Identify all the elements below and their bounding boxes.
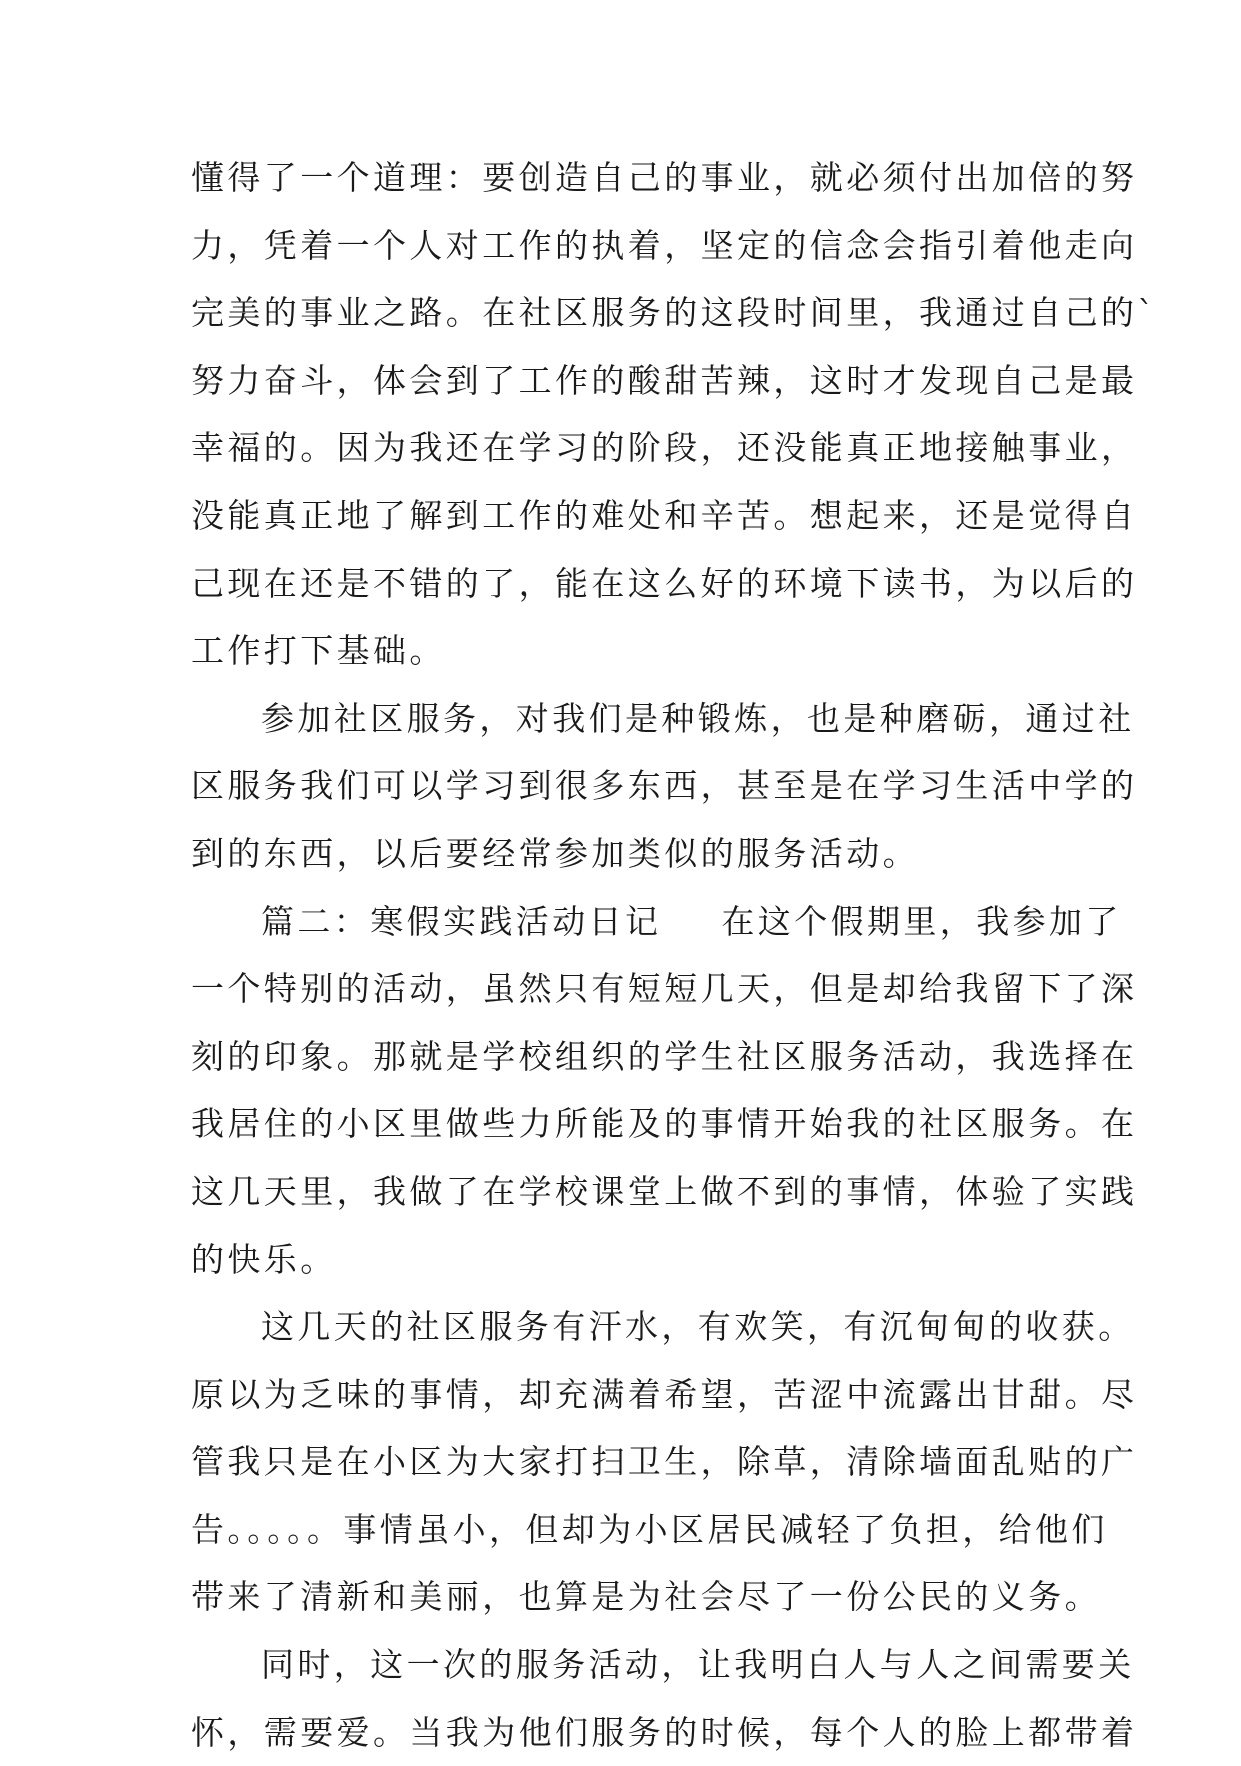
text-line: 己现在还是不错的了，能在这么好的环境下读书，为以后的 [191, 563, 1138, 603]
text-line: 刻的印象。那就是学校组织的学生社区服务活动，我选择在 [191, 1036, 1138, 1076]
text-line: 的快乐。 [191, 1239, 337, 1279]
text-line: 告。。。。。事情虽小，但却为小区居民减轻了负担，给他们 [191, 1509, 1108, 1549]
text-line: 带来了清新和美丽，也算是为社会尽了一份公民的义务。 [191, 1577, 1101, 1617]
text-line: 完美的事业之路。在社区服务的这段时间里，我通过自己的` [191, 293, 1158, 333]
section-heading: 篇二：寒假实践活动日记 [261, 901, 662, 941]
text-line: 怀，需要爱。当我为他们服务的时候，每个人的脸上都带着 [191, 1712, 1138, 1752]
paragraph-start-line: 同时，这一次的服务活动，让我明白人与人之间需要关 [261, 1645, 1135, 1685]
paragraph-start-line: 这几天的社区服务有汗水，有欢笑，有沉甸甸的收获。 [261, 1307, 1135, 1347]
text-line: 这几天里，我做了在学校课堂上做不到的事情，体验了实践 [191, 1171, 1138, 1211]
text-line: 我居住的小区里做些力所能及的事情开始我的社区服务。在 [191, 1104, 1138, 1144]
text-line: 懂得了一个道理：要创造自己的事业，就必须付出加倍的努 [191, 158, 1138, 197]
text-line: 原以为乏味的事情，却充满着希望，苦涩中流露出甘甜。尽 [191, 1374, 1138, 1414]
body-text [191, 144, 1158, 1766]
text-line: 幸福的。因为我还在学习的阶段，还没能真正地接触事业， [191, 428, 1138, 468]
section-first-text: 在这个假期里，我参加了 [721, 901, 1122, 941]
text-line: 管我只是在小区为大家打扫卫生，除草，清除墙面乱贴的广 [191, 1442, 1138, 1482]
text-line: 力，凭着一个人对工作的执着，坚定的信念会指引着他走向 [191, 225, 1138, 265]
section-heading-line [191, 888, 1122, 956]
text-line: 工作打下基础。 [191, 631, 446, 671]
text-line: 到的东西，以后要经常参加类似的服务活动。 [191, 833, 919, 873]
text-line: 区服务我们可以学习到很多东西，甚至是在学习生活中学的 [191, 766, 1138, 806]
text-line: 努力奋斗，体会到了工作的酸甜苦辣，这时才发现自己是最 [191, 360, 1138, 400]
text-line: 没能真正地了解到工作的难处和辛苦。想起来，还是觉得自 [191, 495, 1138, 535]
paragraph-start-line: 参加社区服务，对我们是种锻炼，也是种磨砺，通过社 [261, 698, 1135, 738]
text-line: 一个特别的活动，虽然只有短短几天，但是却给我留下了深 [191, 969, 1138, 1009]
